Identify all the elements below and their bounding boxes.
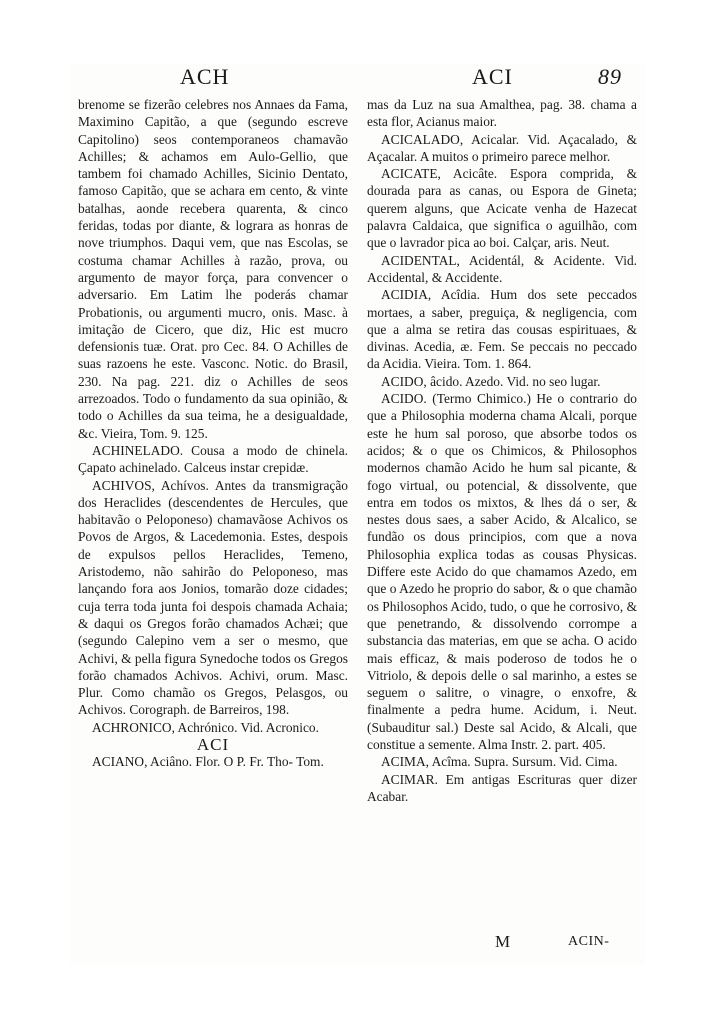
dictionary-entry: ACIDENTAL, Acidentál, & Acidente. Vid. Accidental, & Accidente. — [367, 252, 637, 285]
dictionary-entry: ACIMAR. Em antigas Escrituras quer dizer Acabar. — [367, 771, 637, 804]
dictionary-entry: ACICALADO, Acicalar. Vid. Açacalado, & Açacalar. A muitos o primeiro parece melhor. — [367, 131, 637, 164]
page-number: 89 — [598, 64, 622, 89]
right-column — [367, 96, 637, 805]
dictionary-entry: ACIDO, âcido. Azedo. Vid. no seo lugar. — [381, 373, 601, 389]
dictionary-page — [70, 64, 645, 964]
dictionary-entry: ACICATE, Acicâte. Espora comprida, & dourada para as canas, ou Espora de Gineta; querem alguns, que Acicate venha de Hazecat palavra Caldaica, que significa o aguilhão, com que o lavrador pica ao boi. Calçar, aris. Neut. — [367, 166, 637, 251]
dictionary-entry: ACHIVOS, Achívos. Antes da transmigração dos Heraclides (descendentes de Hercules, que habitavão o Peloponeso) chamavãose Achivos os Povos de Argos, & Lacedemonia. Estes, despois de expulsos pellos Heraclides, Temeno, Aristodemo, não sahirão do Peloponeso, mas lançando fora aos Jonios, tomarão doze cidades; cuja terra toda junta foi despois chamada Achaia; & daqui os Gregos forão chamados Achæi; que (segundo Calepino vem a ser o mesmo, que Achivi, & pella figura Synedoche todos os Gregos forão chamados Achivos. Achivi, orum. Masc. Plur. Como chamão os Gregos, Pelasgos, ou Achivos. Corograph. de Barreiros, 198. — [78, 477, 348, 718]
dictionary-entry: ACIMA, Acîma. Supra. Sursum. Vid. Cima. — [381, 754, 618, 770]
dictionary-entry: ACHRONICO, Achrónico. Vid. Acronico. — [92, 719, 319, 735]
dictionary-entry: ACHINELADO. Cousa a modo de chinela. Çapato achinelado. Calceus instar crepidæ. — [78, 442, 348, 476]
left-column — [78, 96, 348, 771]
dictionary-entry: ACIDO. (Termo Chimico.) He o contrario do que a Philosophia moderna chama Alcali, porque este he hum sal poroso, que absorbe todos os acidos; & o que os Chimicos, & Philosophos modernos chamão Acido he hum sal picante, & fogo virtual, ou potencial, & dissolvente, que entra em todos os mixtos, & lhes dá o ser, & nestes dous saes, a saber Acido, & Alcalico, se fundão os dous principios, com que a nova Philosophia explica todas as cousas Physicas. Differe este Acido do que chamamos Azedo, em que o Azedo he proprio do sabor, & o que chamão os Philosophos Acido, tudo, o que he corrosivo, & que penetrando, & dissolvendo corrompe a substancia das materias, em que se acha. O acido mais efficaz, & mais poderoso de todos he o Vitriolo, & depois delle o sal marinho, a estes se seguem o salitre, o vinagre, o enxofre, & finalmente a pedra hume. Acidum, i. Neut. (Subauditur sal.) Deste sal Acido, & Alcali, que constitue a semente. Alma Instr. 2. part. 405. — [367, 391, 637, 752]
entry-continuation: brenome se fizerão celebres nos Annaes da Fama, Maximino Capitão, a que (segundo escreve Capitolino) seos contemporaneos chamavão Achilles; & achamos em Aulo-Gellio, que tambem foi chamado Achilles, Sicinio Dentato, famoso Capitão, que se achara em cento, & vinte batalhas, aonde recebera quarenta, & cinco feridas, todas por diante, & lograra as honras de nove triumphos. Daqui vem, que nas Escolas, se costuma chamar Achilles à razão, prova, ou argumento de mayor força, para convencer o adversario. Em Latim lhe poderás chamar Probationis, ou argumenti mucro, onis. Masc. à imitação de Cicero, que diz, Hic est mucro defensionis tuæ. Orat. pro Cec. 84. O Achilles de suas razoens he este. Vasconc. Notic. do Brasil, 230. Na pag. 221. diz o Achilles de seos arrezoados. Todo o fundamento da sua opinião, & todo o Achilles da sua teima, he a desigualdade, &c. Vieira, Tom. 9. 125. — [78, 97, 348, 441]
entry-continuation: mas da Luz na sua Amalthea, pag. 38. chama a esta flor, Acianus maior. — [367, 97, 637, 130]
dictionary-entry: ACIANO, Aciâno. Flor. O P. Fr. Tho- Tom. — [92, 754, 324, 770]
running-head-right: ACI — [472, 64, 513, 89]
catchword: ACIN- — [568, 934, 610, 949]
dictionary-entry: ACIDIA, Acîdia. Hum dos sete peccados mortaes, a saber, preguiça, & negligencia, com que a alma se retira das cousas espirituaes, & divinas. Acedia, æ. Fem. Se peccais no peccado da Acidia. Vieira. Tom. 1. 864. — [367, 287, 637, 372]
signature-mark: M — [495, 932, 511, 951]
section-heading: ACI — [196, 734, 230, 754]
running-head-left: ACH — [180, 64, 230, 89]
